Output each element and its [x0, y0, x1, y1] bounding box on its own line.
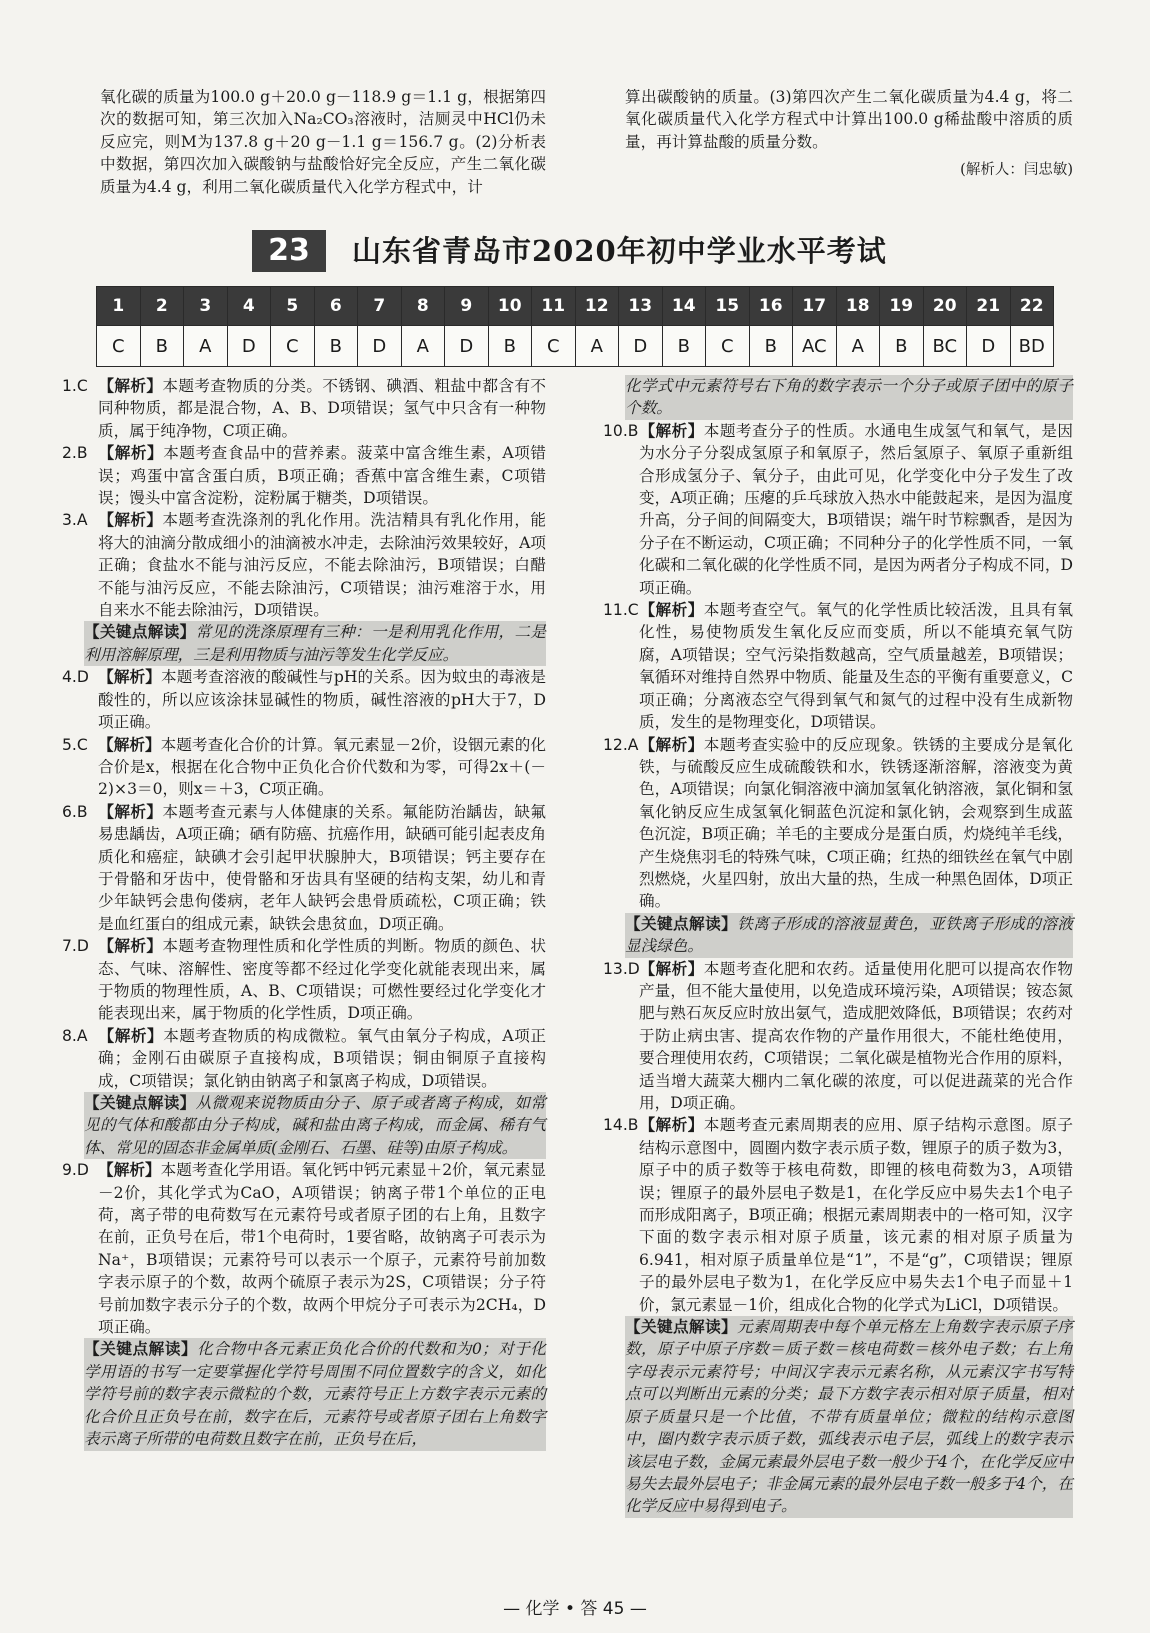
analysis-tag: 【解析】	[98, 1026, 164, 1045]
answer-number-cell: 20	[923, 287, 967, 326]
continued-solution-text: 氧化碳的质量为100.0 g＋20.0 g－118.9 g＝1.1 g，根据第四次的数据可知，第三次加入Na₂CO₃溶液时，洁厕灵中HCl仍未反应完，则M为137.8 g＋20 g－1.1 g＝156.7 g。(2)分析表中数据，第四次加入碳酸钠与盐酸恰好完全反应，产生二氧化碳质量为4.4 g，利用二氧化碳质量代入化学方程式中，计	[100, 88, 546, 196]
question-answer-label: 14.B	[603, 1116, 639, 1135]
question-answer-label: 3.A	[62, 511, 88, 530]
key-point-box	[625, 913, 1073, 958]
answer-number-cell: 22	[1010, 287, 1054, 326]
answer-number-cell: 4	[227, 287, 271, 326]
answer-explanation-item	[603, 420, 1073, 599]
answer-explanation-item	[62, 801, 546, 935]
answer-number-cell: 12	[575, 287, 619, 326]
explanation-text: 本题考查元素与人体健康的关系。氟能防治龋齿，缺氟易患龋齿，A项正确；硒有防癌、抗癌作用，缺硒可能引起表皮角质化和癌症，缺碘才会引起甲状腺肿大，B项错误；钙主要存在于骨骼和牙齿中，使骨骼和牙齿具有坚硬的结构支架，幼儿和青少年缺钙会患佝偻病，老年人缺钙会患骨质疏松，C项正确；铁是血红蛋白的组成元素，缺铁会患贫血，D项正确。	[98, 802, 546, 933]
answer-value-cell: C	[532, 326, 576, 367]
explanation-text: 本题考查化学用语。氧化钙中钙元素显＋2价，氧元素显－2价，其化学式为CaO，A项错误；钠离子带1个单位的正电荷，离子带的电荷数写在元素符号或者原子团的右上角，且数字在前，正负号在后，带1个电荷时，1要省略，故钠离子可表示为Na⁺，B项错误；元素符号可以表示一个原子，元素符号前加数字表示原子的个数，故两个硫原子表示为2S，C项错误；分子符号前加数字表示分子的个数，故两个甲烷分子可表示为2CH₄，D项正确。	[98, 1161, 546, 1337]
answer-value-cell: AC	[793, 326, 837, 367]
analysis-tag: 【解析】	[639, 1116, 704, 1135]
exam-title-bar	[252, 230, 902, 272]
answer-explanation-item	[603, 599, 1073, 733]
analysis-tag: 【解析】	[98, 937, 163, 956]
answer-value-cell: A	[836, 326, 880, 367]
answer-number-cell: 21	[967, 287, 1011, 326]
answer-value-cell: BD	[1010, 326, 1054, 367]
question-answer-label: 10.B	[603, 421, 639, 440]
analysis-tag: 【解析】	[98, 511, 163, 530]
answer-value-cell: B	[880, 326, 924, 367]
answer-number-cell: 11	[532, 287, 576, 326]
answer-explanation-item	[62, 375, 546, 442]
key-point-text: 铁离子形成的溶液显黄色，亚铁离子形成的溶液显浅绿色。	[625, 914, 1073, 956]
question-answer-label: 7.D	[62, 937, 89, 956]
answer-number-cell: 5	[271, 287, 315, 326]
answer-value-cell: BC	[923, 326, 967, 367]
answer-explanation-item	[62, 734, 546, 801]
key-point-continuation: 化学式中元素符号右下角的数字表示一个分子或原子团中的原子个数。	[625, 375, 1073, 420]
answer-value-cell: A	[184, 326, 228, 367]
right-column-explanations	[603, 375, 1073, 1518]
answer-explanation-item	[62, 1025, 546, 1092]
author-signature: (解析人：闫忠敏)	[960, 162, 1073, 179]
explanation-text: 本题考查化肥和农药。适量使用化肥可以提高农作物产量，但不能大量使用，以免造成环境污染，A项错误；铵态氮肥与熟石灰反应时放出氨气，造成肥效降低，B项错误；农药对于防止病虫害、提高农作物的产量作用很大，不能杜绝使用，要合理使用农药，C项错误；二氧化碳是植物光合作用的原料，适当增大蔬菜大棚内二氧化碳的浓度，可以促进蔬菜的光合作用，D项正确。	[639, 959, 1073, 1112]
key-point-tag: 【关键点解读】	[84, 1094, 196, 1112]
answer-number-cell: 16	[749, 287, 793, 326]
page-footer: — 化学 • 答 45 —	[503, 1599, 647, 1619]
question-answer-label: 9.D	[62, 1161, 89, 1180]
analysis-tag: 【解析】	[639, 735, 704, 754]
explanation-text: 本题考查食品中的营养素。菠菜中富含维生素，A项错误；鸡蛋中富含蛋白质，B项正确；香蕉中富含维生素，C项错误；馒头中富含淀粉，淀粉属于糖类，D项错误。	[98, 444, 546, 508]
key-point-text: 化合物中各元素正负化合价的代数和为0；对于化学用语的书写一定要掌握化学符号周围不同位置数字的含义，如化学符号前的数字表示微粒的个数，元素符号正上方数字表示元素的化合价且正负号在前，数字在后，元素符号或者原子团右上角数字表示离子所带的电荷数且数字在前，正负号在后，	[84, 1340, 546, 1449]
question-answer-label: 8.A	[62, 1026, 88, 1045]
answer-explanation-item	[603, 734, 1073, 913]
answer-value-cell: D	[358, 326, 402, 367]
key-point-box	[84, 621, 546, 666]
explanation-text: 本题考查空气。氧气的化学性质比较活泼，且具有氧化性，易使物质发生氧化反应而变质，所以不能填充氧气防腐，A项错误；空气污染指数越高，空气质量越差，B项错误；氧循环对维持自然界中物质、能量及生态的平衡有重要意义，C项正确；分离液态空气得到氧气和氮气的过程中没有生成新物质，发生的是物理变化，D项错误。	[639, 601, 1073, 732]
answer-number-cell: 15	[706, 287, 750, 326]
explanation-text: 本题考查分子的性质。水通电生成氢气和氧气，是因为水分子分裂成氢原子和氧原子，然后氢原子、氧原子重新组合形成氢分子、氧分子，由此可见，化学变化中分子发生了改变，A项正确；压瘪的乒乓球放入热水中能鼓起来，是因为温度升高，分子间的间隔变大，B项错误；端午时节粽飘香，是因为分子在不断运动，C项正确；不同种分子的化学性质不同，一氧化碳和二氧化碳的化学性质不同，是因为两者分子构成不同，D项正确。	[639, 421, 1073, 597]
answer-value-cell: C	[706, 326, 750, 367]
answer-number-cell: 18	[836, 287, 880, 326]
question-answer-label: 13.D	[603, 959, 640, 978]
answer-explanation-item	[62, 666, 546, 733]
explanation-text: 本题考查元素周期表的应用、原子结构示意图。原子结构示意图中，圆圈内数字表示质子数，锂原子的质子数为3，原子中的质子数等于核电荷数，即锂的核电荷数为3，A项错误；锂原子的最外层电子数是1，在化学反应中易失去1个电子而形成阳离子，B项正确；根据元素周期表中的一格可知，汉字下面的数字表示相对原子质量，该元素的相对原子质量为6.941，相对原子质量单位是“1”，不是“g”，C项错误；锂原子的最外层电子数为1，在化学反应中易失去1个电子而显＋1价，氯元素显－1价，组成化合物的化学式为LiCl，D项错误。	[639, 1116, 1073, 1314]
analysis-tag: 【解析】	[98, 802, 163, 821]
left-column-explanations	[62, 375, 546, 1451]
answer-number-cell: 1	[97, 287, 141, 326]
question-answer-label: 5.C	[62, 735, 88, 754]
answer-table-header-row	[97, 287, 1054, 326]
question-answer-label: 2.B	[62, 444, 88, 463]
answer-explanation-item	[62, 509, 546, 621]
key-point-box	[84, 1092, 546, 1159]
explanation-text: 本题考查实验中的反应现象。铁锈的主要成分是氧化铁，与硫酸反应生成硫酸铁和水，铁锈逐渐溶解，溶液变为黄色，A项错误；向氯化铜溶液中滴加氢氧化钠溶液，氯化铜和氢氧化钠反应生成氢氧化铜蓝色沉淀和氯化钠，会观察到生成蓝色沉淀，B项正确；羊毛的主要成分是蛋白质，灼烧纯羊毛线，产生烧焦羽毛的特殊气味，C项正确；红热的细铁丝在氧气中剧烈燃烧，火星四射，放出大量的热，生成一种黑色固体，D项正确。	[639, 735, 1073, 911]
question-answer-label: 1.C	[62, 377, 88, 395]
answer-value-cell: A	[401, 326, 445, 367]
analysis-tag: 【解析】	[639, 959, 704, 978]
answer-number-cell: 19	[880, 287, 924, 326]
answer-value-cell: B	[140, 326, 184, 367]
answer-number-cell: 17	[793, 287, 837, 326]
answer-value-cell: B	[314, 326, 358, 367]
answer-explanation-item	[62, 442, 546, 509]
answer-value-cell: C	[97, 326, 141, 367]
exam-title: 山东省青岛市2020年初中学业水平考试	[352, 234, 887, 268]
analysis-tag: 【解析】	[98, 668, 161, 687]
answer-value-cell: A	[575, 326, 619, 367]
answer-number-cell: 2	[140, 287, 184, 326]
answer-value-cell: B	[662, 326, 706, 367]
key-point-box	[625, 1316, 1073, 1518]
key-point-tag: 【关键点解读】	[625, 1318, 738, 1337]
key-point-text: 常见的洗涤原理有三种：一是利用乳化作用，二是利用溶解原理，三是利用物质与油污等发生化学反应。	[84, 623, 546, 664]
answer-explanation-item	[62, 935, 546, 1025]
answer-value-cell: B	[488, 326, 532, 367]
answer-table-value-row	[97, 326, 1054, 367]
explanation-text: 本题考查物质的分类。不锈钢、碘酒、粗盐中都含有不同种物质，都是混合物，A、B、D项错误；氢气中只含有一种物质，属于纯净物，C项正确。	[98, 377, 546, 440]
answer-number-cell: 3	[184, 287, 228, 326]
key-point-text: 从微观来说物质由分子、原子或者离子构成，如常见的气体和酸都由分子构成，碱和盐由离子构成，而金属、稀有气体、常见的固态非金属单质(金刚石、石墨、硅等)由原子构成。	[84, 1094, 546, 1157]
explanation-text: 本题考查洗涤剂的乳化作用。洗洁精具有乳化作用，能将大的油滴分散成细小的油滴被水冲走，去除油污效果较好，A项正确；食盐水不能与油污反应，不能去除油污，B项错误；白醋不能与油污反应，不能去除油污，C项错误；油污难溶于水，用自来水不能去除油污，D项错误。	[98, 511, 546, 620]
top-right-paragraph	[625, 86, 1073, 182]
exam-number-badge: 23	[252, 230, 326, 272]
answer-value-cell: C	[271, 326, 315, 367]
question-answer-label: 4.D	[62, 668, 89, 687]
question-answer-label: 6.B	[62, 802, 88, 821]
key-point-box	[84, 1338, 546, 1450]
answer-number-cell: 9	[445, 287, 489, 326]
answer-value-cell: B	[749, 326, 793, 367]
key-point-text: 元素周期表中每个单元格左上角数字表示原子序数，原子中原子序数＝质子数＝核电荷数＝核外电子数；右上角字母表示元素符号；中间汉字表示元素名称，从元素汉字书写特点可以判断出元素的分类；最下方数字表示相对原子质量，相对原子质量只是一个比值，不带有质量单位；微粒的结构示意图中，圈内数字表示质子数，弧线表示电子层，弧线上的数字表示该层电子数，金属元素最外层电子数一般少于4个，在化学反应中易失去最外层电子；非金属元素的最外层电子数一般多于4个，在化学反应中易得到电子。	[625, 1318, 1073, 1516]
analysis-tag: 【解析】	[98, 444, 164, 463]
answer-value-cell: D	[445, 326, 489, 367]
key-point-tag: 【关键点解读】	[84, 623, 196, 642]
analysis-tag: 【解析】	[639, 601, 704, 620]
answer-number-cell: 6	[314, 287, 358, 326]
question-answer-label: 11.C	[603, 601, 639, 620]
explanation-text: 本题考查物理性质和化学性质的判断。物质的颜色、状态、气味、溶解性、密度等都不经过化学变化就能表现出来，属于物质的物理性质，A、B、C项错误；可燃性要经过化学变化才能表现出来，属于物质的化学性质，D项正确。	[98, 937, 546, 1023]
explanation-text: 本题考查物质的构成微粒。氧气由氧分子构成，A项正确；金刚石由碳原子直接构成，B项错误；铜由铜原子直接构成，C项错误；氯化钠由钠离子和氯离子构成，D项错误。	[98, 1026, 546, 1090]
answer-explanation-item	[603, 958, 1073, 1115]
answer-explanation-item	[62, 1159, 546, 1338]
explanation-text: 本题考查溶液的酸碱性与pH的关系。因为蚊虫的毒液是酸性的，所以应该涂抹显碱性的物质，碱性溶液的pH大于7，D项正确。	[98, 668, 546, 732]
analysis-tag: 【解析】	[98, 377, 163, 395]
answer-number-cell: 7	[358, 287, 402, 326]
answer-number-cell: 13	[619, 287, 663, 326]
answer-explanation-item	[603, 1114, 1073, 1316]
analysis-tag: 【解析】	[98, 735, 161, 754]
answer-value-cell: D	[227, 326, 271, 367]
key-point-tag: 【关键点解读】	[84, 1340, 198, 1359]
answer-value-cell: D	[619, 326, 663, 367]
analysis-tag: 【解析】	[98, 1161, 161, 1180]
top-left-paragraph	[100, 86, 546, 198]
answer-key-table	[96, 286, 1054, 367]
continued-solution-text-right: 算出碳酸钠的质量。(3)第四次产生二氧化碳质量为4.4 g，将二氧化碳质量代入化学方程式中计算出100.0 g稀盐酸中溶质的质量，再计算盐酸的质量分数。	[625, 88, 1073, 151]
answer-number-cell: 8	[401, 287, 445, 326]
key-point-tag: 【关键点解读】	[625, 914, 738, 933]
answer-number-cell: 14	[662, 287, 706, 326]
answer-value-cell: D	[967, 326, 1011, 367]
explanation-text: 本题考查化合价的计算。氧元素显－2价，设铟元素的化合价是x，根据在化合物中正负化合价代数和为零，可得2x＋(－2)×3＝0，则x＝＋3，C项正确。	[98, 735, 546, 799]
question-answer-label: 12.A	[603, 735, 639, 754]
answer-number-cell: 10	[488, 287, 532, 326]
analysis-tag: 【解析】	[639, 421, 704, 440]
